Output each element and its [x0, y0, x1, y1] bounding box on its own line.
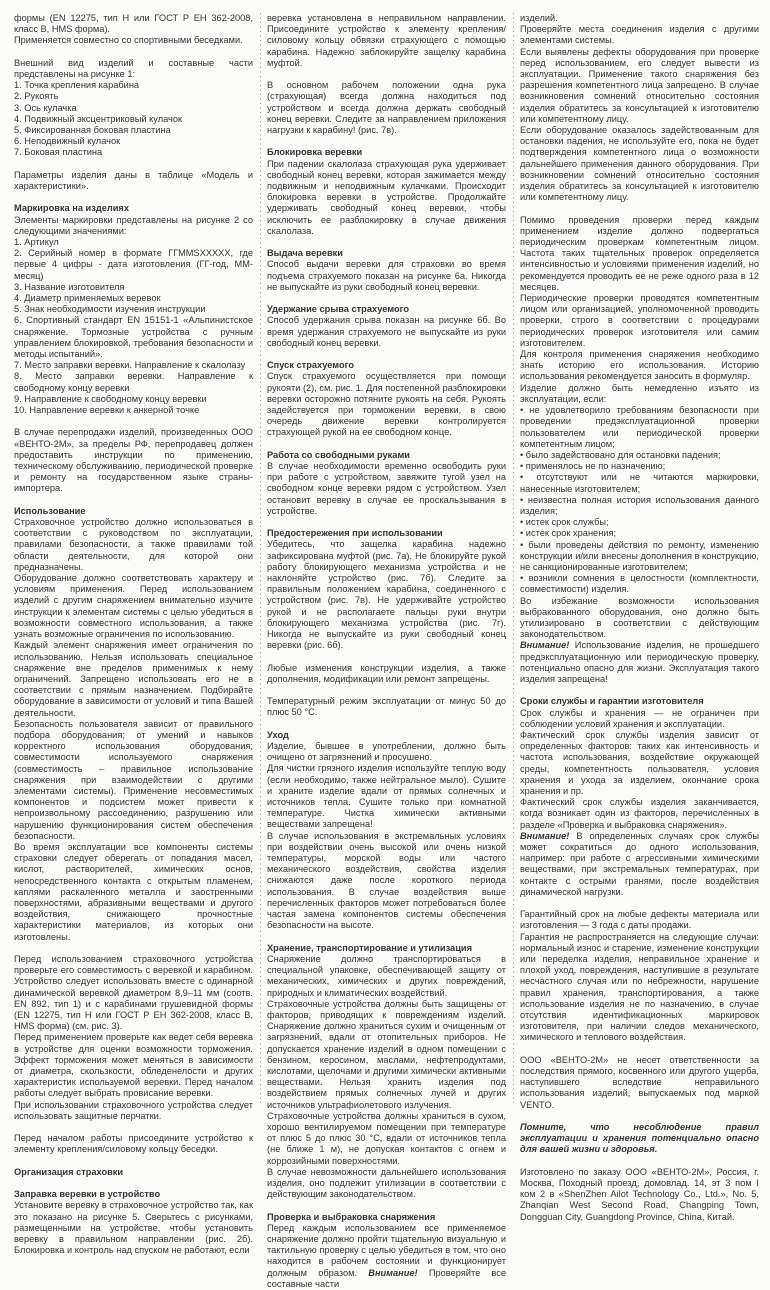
- section-heading: Сроки службы и гарантии изготовителя: [520, 696, 704, 707]
- list-item: 5. Знак необходимости изучения инструкции: [14, 304, 206, 315]
- paragraph: Изделие должно быть немедленно изъято из эксплуатации, если:: [520, 382, 759, 404]
- paragraph: Любые изменения конструкции изделия, а также дополнения, модификации или ремонт запрещены.: [267, 662, 506, 684]
- section-heading: Блокировка веревки: [267, 147, 363, 158]
- text-run: Перед каждым использованием все применяемое снаряжение должно пройти тщательную визуальную и тактильную проверку с целью убедиться в том, что оно находится в рабочем состоянии и функционирует должным образом.: [267, 1222, 506, 1278]
- list-item: 4. Диаметр применяемых веревок: [14, 293, 161, 304]
- bullet-item: • были проведены действия по ремонту, изменению конструкции и/или внесены дополнения в конструкцию, не санкционированные изготовителем;: [520, 539, 759, 572]
- paragraph: Снаряжение должно транспортироваться в специальной упаковке, обеспечивающей защиту от механических, химических и других повреждений, природных и климатических воздействий.: [267, 953, 506, 998]
- paragraph: В случае необходимости временно освободить руки при работе с устройством, завяжите тугой узел на свободном конце веревки рядом с устройством. Узел остановит веревку в случае ее проскальзывания в устройстве.: [267, 461, 506, 516]
- paragraph: [267, 1223, 506, 1290]
- list-item: 9. Направление к свободному концу веревки: [14, 393, 207, 404]
- paragraph: В основном рабочем положении одна рука (страхующая) всегда должна находиться под устройством и всегда должна держать свободный конец веревки. Следите за направлением приложения нагрузки к карабину! (рис. 7в).: [267, 80, 506, 136]
- paragraph: Для чистки грязного изделия используйте теплую воду (если необходимо, также нейтральное мыло). Сушите и храните изделие вдали от прямых солнечных и источников тепла. Сушите только при комнатной температуре. Чистка химически активными веществами запрещена!: [267, 763, 506, 830]
- paragraph: [520, 831, 759, 898]
- text-run: Использование изделия, не прошедшего предэксплуатационную или периодическую проверку, потенциально опасно для жизни. Эксплуатация такого изделия запрещена!: [520, 640, 759, 684]
- list-item: 6. Неподвижный кулачок: [14, 136, 121, 147]
- paragraph: ООО «ВЕНТО-2М» не несет ответственности за последствия прямого, косвенного или другого ущерба, наступившего вследствие неправильного использования изделий, выпускаемых под маркой VENTO.: [520, 1054, 759, 1110]
- paragraph: Проверяйте места соединения изделия с другими элементами системы.: [520, 24, 759, 46]
- list-item: 3. Ось кулачка: [14, 102, 77, 113]
- bullet-item: • было задействовано для остановки падения;: [520, 449, 721, 460]
- section-heading: Организация страховки: [14, 1166, 124, 1177]
- paragraph: Фактический срок службы изделия заканчивается, когда возникает один из факторов, перечисленных в разделе «Проверка и выбраковка снаряжения».: [520, 797, 759, 830]
- paragraph: изделий.: [520, 13, 558, 23]
- section-heading: Выдача веревки: [267, 248, 343, 259]
- section-heading: Спуск страхуемого: [267, 360, 355, 371]
- paragraph: Страховочное устройство должно использоваться в соответствии с руководством по эксплуатации, правилами безопасности, а также правилами той области деятельности, для которой они предназначены.: [14, 517, 253, 572]
- paragraph: Периодические проверки проводятся компетентным лицом или организацией, уполномоченной проводить проверки, строго в соответствии с процедурами периодических проверок изготовителя или самим изготовителем.: [520, 293, 759, 348]
- paragraph: Температурный режим эксплуатации от минус 50 до плюс 50 °C.: [267, 696, 506, 718]
- section-heading: Маркировка на изделиях: [14, 203, 129, 214]
- paragraph: Перед использованием страховочного устройства проверьте его совместимость с веревкой и карабином. Устройство следует использовать вместе с одинарной динамической веревкой диаметром 8,9–11 мм (соотв. EN 892, тип 1) и с карабинами грушевидной формы (EN 12275, тип H или ГОСТ Р ЕН 362-2008, класс В, HMS форма) (см. рис. 3).: [14, 953, 253, 1032]
- paragraph: Спуск страхуемого осуществляется при помощи рукояти (2), см. рис. 1. Для постепенной разблокировки веревки осторожно потяните рукоять на себя. Рукоять задействуется при торможении веревки, в свою очередь движение веревки контролируется страхующей рукой на ее свободном конце.: [267, 371, 506, 438]
- section-heading: Проверка и выбраковка снаряжения: [267, 1211, 436, 1222]
- paragraph: При использовании страховочного устройства следует использовать защитные перчатки.: [14, 1099, 253, 1121]
- paragraph: Изготовлено по заказу ООО «ВЕНТО-2М», Россия, г. Москва, Походный проезд, домовлад. 14, эт 3 пом I ком 2 в «ShenZhen Ailot Technology Co., Ltd.», No. 5, Zhanqian West Second Road, Changping Town, Dongguan City, Guangdong Province, China, Китай.: [520, 1166, 759, 1222]
- paragraph: В случае невозможности дальнейшего использования изделия, оно подлежит утилизации в соответствии с действующим законодательством.: [267, 1166, 506, 1200]
- emphasis-text: Внимание!: [520, 640, 570, 651]
- text-column-1: [14, 13, 253, 1256]
- section-heading: Предостережения при использовании: [267, 528, 443, 539]
- list-item: 1. Артикул: [14, 237, 59, 248]
- paragraph: Страховочные устройства должны быть защищены от факторов, приводящих к повреждениям изделий. Снаряжение должно храниться сухим и очищенным от загрязнений, вдали от отопительных приборов. Не допускается хранение изделий в одном помещении с бензином, керосином, маслами, нефтепродуктами, кислотами, щелочами и другими химически активными веществами. Нельзя хранить изделия под воздействием прямых солнечных лучей и других источников ультрафиолетового излучения.: [267, 998, 506, 1110]
- paragraph: формы (EN 12275, тип H или ГОСТ Р ЕН 362-2008, класс В, HMS форма).: [14, 13, 253, 35]
- paragraph: Во избежание возможности использования выбракованного оборудования, оно должно быть утилизировано в соответствии с действующим законодательством.: [520, 595, 759, 640]
- bullet-item: • не удовлетворило требованиям безопасности при проведении предэксплуатационной проверки пользователем или периодической проверки компетентным лицом;: [520, 405, 759, 449]
- paragraph: Применяется совместно со спортивными беседками.: [14, 35, 243, 46]
- paragraph: Каждый элемент снаряжения имеет ограничения по использованию. Нельзя использовать специальное снаряжение вне пределов применимых к нему ограничений. Запрещено использовать его не в соответствии с прямым назначением. Подбирайте оборудование в зависимости от условий и типа Вашей деятельности.: [14, 640, 253, 718]
- paragraph: Параметры изделия даны в таблице «Модель и характеристики».: [14, 169, 253, 192]
- warning-paragraph: Помните, что несоблюдение правил эксплуатации и хранения потенциально опасно для вашей жизни и здоровья.: [520, 1122, 759, 1155]
- section-heading: Работа со свободными руками: [267, 449, 410, 460]
- paragraph: веревка установлена в неправильном направлении. Присоедините устройство к элементу крепления/силовому кольцу обвязки страхующего с помощью карабина. Надежно заблокируйте защелку карабина муфтой.: [267, 13, 506, 68]
- paragraph: Гарантийный срок на любые дефекты материала или изготовления — 3 года с даты продажи.: [520, 909, 759, 931]
- paragraph: Убедитесь, что защелка карабина надежно зафиксирована муфтой (рис. 7а). Не блокируйте рукой работу блокирующего механизма устройства и не наклоняйте устройство (рис. 7б). Следите за правильным положением карабина, соединенного с устройством (рис. 7в). Не удерживайте устройство рукой и не располагаете пальцы руки внутри блокирующего механизма устройства (рис. 7г). Никогда не выпускайте из руки свободный конец веревки (рис. 6б).: [267, 539, 506, 651]
- paragraph: Способ выдачи веревки для страховки во время подъема страхуемого показан на рисунке 6а. Никогда не выпускайте из руки свободный конец веревки.: [267, 259, 506, 292]
- text-column-2: [267, 13, 506, 1289]
- paragraph: Оборудование должно соответствовать характеру и условиям применения. Перед использованием изделий с другим снаряжением внимательно изучите инструкции к элементам системы с целью убедиться в возможности совместного использования, а также узнать возможные ограничения по использованию.: [14, 573, 253, 640]
- text-run: В определенных случаях срок службы может сократиться до одного использования, например: при работе с агрессивными химическими веществами, при экстремальных температурах, при контакте с острыми гранями, после воздействия динамической нагрузки.: [520, 830, 759, 897]
- column-divider: [260, 13, 261, 1106]
- paragraph: Для контроля применения снаряжения необходимо знать историю его использования. Историю использования рекомендуется заносить в формуляр.: [520, 349, 759, 382]
- paragraph: Перед применением проверьте как ведет себя веревка в устройстве для оценки возможности торможения. Эффект торможения может меняться в зависимости от диаметра, скользкости, обледенелости и других характеристик используемой веревки. Перед началом работы следует выбрать провисание веревки.: [14, 1032, 253, 1099]
- paragraph: Срок службы и хранения — не ограничен при соблюдении условий хранения и эксплуатации.: [520, 707, 759, 729]
- section-heading: Уход: [267, 729, 289, 740]
- paragraph: Помимо проведения проверки перед каждым применением изделие должно подвергаться периодическим проверкам компетентным лицом. Частота таких тщательных проверок определяется интенсивностью и условиями применения изделий, но рекомендуется проводить ее не реже одного раза в 12 месяцев.: [520, 214, 759, 292]
- list-item: 4. Подвижный эксцентриковый кулачок: [14, 113, 183, 124]
- paragraph: Во время эксплуатации все компоненты системы страховки следует оберегать от попадания масел, кислот, растворителей, химических основ, непосредственного контакта с открытым пламенем, каплями раскаленного металла и заостренными поверхностями, абразивными веществами и другого воздействия, снижающего прочностные характеристики материалов, из которых они изготовлены.: [14, 841, 253, 942]
- bullet-item: • неизвестна полная история использования данного изделия;: [520, 494, 759, 516]
- paragraph: Безопасность пользователя зависит от правильного подбора оборудования; от умений и навыков корректного использования оборудования; совместимости используемого снаряжения (совместимость – правильное использование снаряжения при взаимодействии с другими элементами системы). Применение несовместимых компонентов и подсистем может привести к непроизвольному рассоединению, разрушению или нарушению функционирования систем обеспечения безопасности.: [14, 718, 253, 841]
- list-item: 1. Точка крепления карабина: [14, 80, 140, 91]
- list-item: 7. Место заправки веревки. Направление к скалолазу: [14, 360, 246, 371]
- paragraph: Изделие, бывшее в употреблении, должно быть очищено от загрязнений и просушено.: [267, 741, 506, 763]
- text-run: Проверяйте все составные части: [267, 1267, 506, 1289]
- emphasis-text: Внимание!: [368, 1267, 418, 1278]
- section-heading: Заправка веревки в устройство: [14, 1189, 161, 1200]
- list-item: 5. Фиксированная боковая пластина: [14, 125, 171, 136]
- list-item: 6. Спортивный стандарт EN 15151-1 «Альпинистское снаряжение. Тормозные устройства с ручным управлением блокировкой, требования безопасности и методы испытаний».: [14, 315, 253, 360]
- list-item: 7. Боковая пластина: [14, 147, 103, 158]
- list-item: 8. Место заправки веревки. Направление к свободному концу веревки: [14, 371, 253, 393]
- section-heading: Удержание срыва страхуемого: [267, 304, 410, 315]
- paragraph: При падении скалолаза страхующая рука удерживает свободный конец веревки, которая зажимается между подвижным и неподвижным кулачками. Происходит блокировка веревки в устройстве. Продолжайте удерживать свободный конец веревки, чтобы исключить ее разблокировку в случае движения скалолаза.: [267, 158, 506, 236]
- paragraph: Перед началом работы присоедините устройство к элементу крепления/силовому кольцу беседки.: [14, 1133, 253, 1155]
- text-column-3: [520, 13, 759, 1222]
- paragraph: Если выявлены дефекты оборудования при проверке перед использованием, его следует вывести из эксплуатации. Применение такого снаряжения без разрешения компетентного лица запрещено. В случае возникновения сомнений относительно состояния изделия обратитесь за консультацией к изготовителю или компетентному лицу.: [520, 46, 759, 124]
- paragraph: Если оборудование оказалось задействованным для остановки падения, не используйте его, пока не будет подтверждения компетентного лица о возможности дальнейшего применения данного оборудования. При возникновении сомнений относительно состояния изделия обратитесь за консультацией к изготовителю или компетентному лицу.: [520, 125, 759, 203]
- paragraph: Установите веревку в страховочное устройство так, как это показано на рисунке 5. Сверьтесь с рисунками, размещенными на устройстве, чтобы установить веревку в правильном направлении (рис. 2б). Блокировка и контроль над спуском не работают, если: [14, 1200, 253, 1256]
- paragraph: Элементы маркировки представлены на рисунке 2 со следующими значениями:: [14, 214, 253, 236]
- paragraph: [520, 640, 759, 685]
- bullet-item: • истек срок хранения;: [520, 528, 617, 539]
- list-item: 3. Название изготовителя: [14, 281, 125, 292]
- bullet-item: • отсутствуют или не читаются маркировки, нанесенные изготовителем;: [520, 472, 759, 494]
- section-heading: Хранение, транспортирование и утилизация: [267, 942, 472, 953]
- list-item: 10. Направление веревки к анкерной точке: [14, 405, 200, 416]
- bullet-item: • истек срок службы;: [520, 517, 609, 528]
- list-item: 2. Рукоять: [14, 91, 59, 102]
- paragraph: Внешний вид изделий и составные части представлены на рисунке 1:: [14, 57, 253, 79]
- bullet-item: • применялось не по назначению;: [520, 461, 666, 472]
- emphasis-text: Внимание!: [520, 830, 570, 841]
- paragraph: В случае перепродажи изделий, произведенных ООО «ВЕНТО-2М», за пределы РФ, перепродавец должен предоставить инструкции по применению, техническому обслуживанию, периодической проверке и ремонту на государственном языке страны-импортера.: [14, 427, 253, 494]
- paragraph: Гарантия не распространяется на следующие случаи: нормальный износ и старение, изменение конструкции или переделка изделия, неправильное хранение и плохой уход, повреждения, наступившие в результате несчастного случая или по небрежности, нарушение правил хранения, транспортирования, а также использование изделия не по назначению, в случае отсутствия идентификационных маркировок изготовителя, при наличии следов механического, химического и теплового воздействия.: [520, 931, 759, 1043]
- paragraph: В случае использования в экстремальных условиях при воздействии очень высокой или очень низкой температуры, морской воды или частого механического воздействия, свойства изделия снижаются даже после короткого периода использования. В случае воздействия выше перечисленных факторов может потребоваться более частая замена компонентов системы обеспечения безопасности на высоте.: [267, 830, 506, 931]
- section-heading: Использование: [14, 505, 86, 516]
- list-item: 2. Серийный номер в формате ГГММSXXXXX, где первые 4 цифры - дата изготовления (ГГ-год, ММ-месяц): [14, 248, 253, 281]
- paragraph: Способ удержания срыва показан на рисунке 6б. Во время удержания страхуемого не выпускайте из руки свободный конец веревки.: [267, 315, 506, 348]
- paragraph: Страховочные устройства должны храниться в сухом, хорошо вентилируемом помещении при температуре от плюс 5 до плюс 30 °C, вдали от источников тепла (не ближе 1 м), не допуская контактов с огнем и коррозийными поверхностями.: [267, 1110, 506, 1166]
- bullet-item: • возникли сомнения в целостности (комплектности, совместимости) изделия.: [520, 573, 759, 595]
- paragraph: Фактический срок службы изделия зависит от определенных факторов: таких как интенсивность и частота использования, воздействие окружающей среды, компетентность пользователя, условия хранения и ухода за изделием, окончание срока хранения и пр.: [520, 729, 759, 796]
- column-divider: [513, 13, 514, 1106]
